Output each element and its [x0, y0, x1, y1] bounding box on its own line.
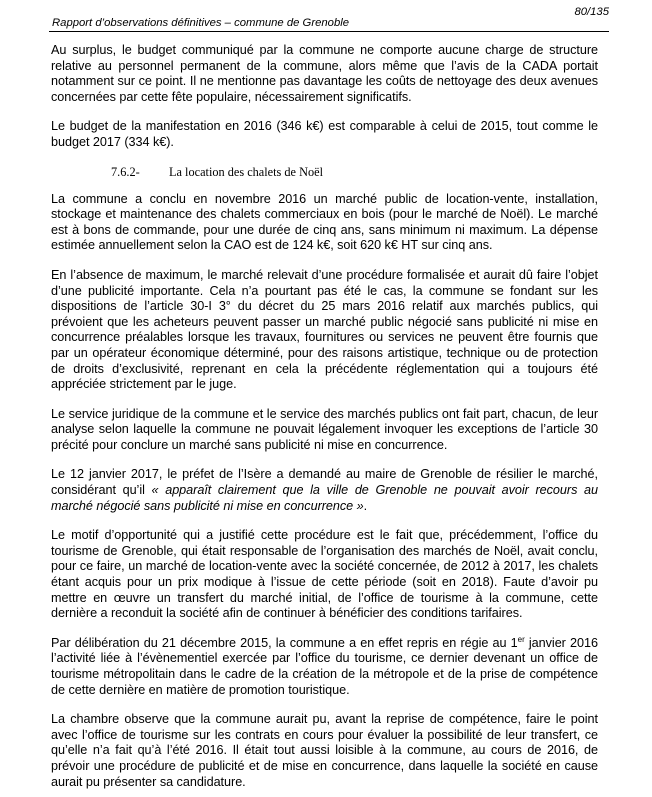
prefect-quote: « apparaît clairement que la ville de Grenoble ne pouvait avoir recours au marché négocié sans publicité ni mise en concurrence » — [51, 483, 598, 513]
paragraph-legal-analysis: Le service juridique de la commune et le service des marchés publics ont fait part, chacun, de leur analyse selon laquelle la commune ne pouvait légalement invoquer les exceptions de l’article 30 précité pour conclure un marché sans publicité ni mise en concurrence. — [51, 406, 598, 452]
paragraph-procedure: En l’absence de maximum, le marché relevait d’une procédure formalisée et aurait dû faire l’objet d’une publicité importante. Cela n’a pourtant pas été le cas, la commune se fondant sur les dispositions de l’article 30-I 3° du décret du 25 mars 2016 relatif aux marchés publics, qui prévoient que les acheteurs peuvent passer un marché public négocié sans publicité ni mise en concurrence préalables lorsque les travaux, fournitures ou services ne peuvent être fournis que par un opérateur économique déterminé, pour des raisons artistique, technique ou de protection de droits d’exclusivité, reprenant en cela la précédente réglementation qui a toujours été appréciée strictement par le juge. — [51, 267, 598, 392]
paragraph-prefect — [51, 467, 598, 514]
page-number: 80/135 — [574, 6, 609, 18]
ordinal-superscript: er — [517, 634, 525, 644]
paragraph-opportunity-motive: Le motif d’opportunité qui a justifié cette procédure est le fait que, précédemment, l’office du tourisme de Grenoble, qui était responsable de l’organisation des marchés de Noël, avait conclu, pour ce faire, un marché de location-vente avec la société concernée, de 2012 à 2017, les chalets étant acquis pour un prix modique à l’issue de cette période (soit en 2018). Faute d’avoir pu mettre en œuvre un transfert du marché initial, de l’office de tourisme à la commune, cette dernière a reconduit la société afin de continuer à bénéficier des conditions tarifaires. — [51, 528, 598, 621]
section-number: 7.6.2- — [111, 164, 140, 179]
section-title: La location des chalets de Noël — [169, 164, 323, 179]
deliberation-text-start: Par délibération du 21 décembre 2015, la commune a en effet repris en régie au 1 — [51, 635, 518, 650]
paragraph-market-contract: La commune a conclu en novembre 2016 un marché public de location-vente, installation, stockage et maintenance des chalets commerciaux en bois (pour le marché de Noël). Le marché est à bons de commande, pour une durée de cinq ans, sans minimum ni maximum. La dépense estimée annuellement selon la CAO est de 124 k€, soit 620 k€ HT sur cinq ans. — [51, 191, 598, 253]
report-title: Rapport d’observations définitives – commune de Grenoble — [52, 17, 350, 29]
document-body — [51, 43, 598, 790]
paragraph-chamber-observation: La chambre observe que la commune aurait pu, avant la reprise de compétence, faire le point avec l’office de tourisme sur les contrats en cours pour évaluer la possibilité de leur transfert, ce qu’elle n’a fait qu’à l’été 2016. Il était tout aussi loisible à la commune, au cours de 2016, de prévoir une procédure de publicité et de mise en concurrence, dans laquelle la société en cause aurait pu présenter sa candidature. — [51, 712, 598, 789]
paragraph-deliberation — [51, 636, 598, 698]
page-header — [49, 4, 609, 30]
paragraph-budget-structure: Au surplus, le budget communiqué par la commune ne comporte aucune charge de structure relative au personnel permanent de la commune, alors même que l’avis de la CADA portait notamment sur ce point. Il ne mentionne pas davantage les coûts de nettoyage des deux avenues concernées par cette fête populaire, nécessairement significatifs. — [51, 43, 598, 104]
deliberation-text-end: janvier 2016 l’activité liée à l’évènementiel exercée par l’office du tourisme, ce dernier devenant un office de tourisme métropolitain dans le cadre de la création de la métropole et de la prise de compétence de cette dernière en matière de promotion touristique. — [51, 635, 598, 697]
section-heading — [51, 165, 598, 180]
header-divider — [49, 31, 609, 32]
prefect-end-text: . — [363, 498, 368, 513]
prefect-intro-text: Le 12 janvier 2017, le préfet de l’Isère a demandé au maire de Grenoble de résilier le marché, considérant qu’il — [51, 467, 598, 498]
paragraph-budget-comparison: Le budget de la manifestation en 2016 (346 k€) est comparable à celui de 2015, tout comme le budget 2017 (334 k€). — [51, 119, 598, 149]
